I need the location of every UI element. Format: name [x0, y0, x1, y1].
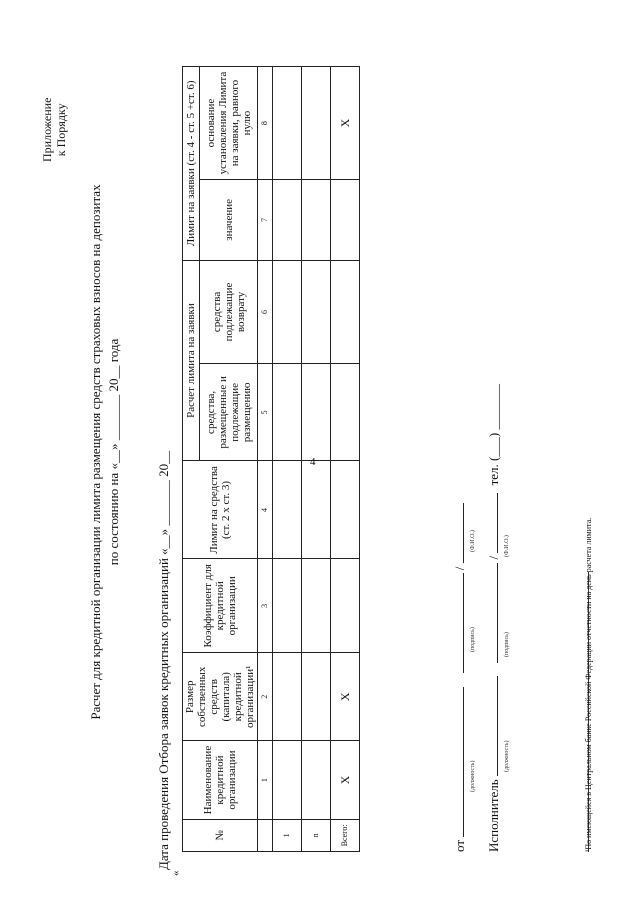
row-num: Всего: — [331, 819, 360, 851]
signature-hint: (подпись) — [470, 627, 476, 652]
page-number: 4 — [310, 456, 316, 468]
appendix-label — [40, 98, 68, 162]
appendix-line-1: Приложение — [40, 97, 54, 162]
selection-date: Дата проведения Отбора заявок кредитных организаций «__» _______ 20__ — [156, 450, 171, 870]
header-returned: средства подлежащие возврату — [200, 260, 258, 364]
table-cell — [302, 180, 331, 260]
from-signature-row: от / — [452, 503, 468, 852]
col-number: 6 — [258, 260, 273, 364]
table-row — [273, 67, 302, 852]
total-row — [331, 67, 360, 852]
table-cell — [273, 741, 302, 819]
header-value: значение — [200, 180, 258, 260]
executor-signature-line — [497, 563, 498, 663]
header-capital: Размер собственных средств (капитала) кредитной организации¹ — [183, 653, 258, 741]
from-label: от — [452, 839, 467, 852]
title-line-1: Расчет для кредитной организации лимита размещения средств страховых взносов на депозитах — [88, 184, 103, 720]
position-hint: (должность) — [470, 760, 476, 792]
header-name: Наименование кредитной организации — [183, 741, 258, 819]
fio-hint: (Ф.И.О.) — [470, 530, 476, 552]
signature-line — [463, 573, 464, 673]
col-number-blank — [258, 819, 273, 851]
table-cell — [302, 741, 331, 819]
header-basis: основание установления Лимита на заявки, равного нулю — [200, 67, 258, 180]
header-calc-group: Расчет лимита на заявки — [183, 260, 200, 461]
col-number: 5 — [258, 364, 273, 461]
title-line-2: по состоянию на «__» _______ 20__ года — [106, 338, 121, 566]
row-num: n — [302, 819, 331, 851]
row-num: 1 — [273, 819, 302, 851]
table-cell — [273, 260, 302, 364]
table-cell: X — [331, 741, 360, 819]
table-cell: X — [331, 67, 360, 180]
executor-row: Исполнитель / тел. (___) _______ — [486, 384, 501, 852]
table-cell — [273, 67, 302, 180]
executor-fio-line — [497, 493, 498, 553]
col-number: 2 — [258, 653, 273, 741]
position-line — [463, 687, 464, 837]
appendix-line-2: к Порядку — [54, 103, 68, 157]
header-limit-funds: Лимит на средства (ст. 2 х ст. 3) — [183, 461, 258, 559]
col-number: 1 — [258, 741, 273, 819]
col-number: 3 — [258, 559, 273, 653]
table-cell — [302, 67, 331, 180]
table-cell — [273, 180, 302, 260]
phone-label: тел. (___) _______ — [486, 384, 501, 486]
table-cell — [273, 461, 302, 559]
footnote: ¹По имеющейся в Центральном банке Российской Федерации отчетности на день расчета лимита. — [584, 517, 593, 852]
rotated-page — [40, 52, 600, 876]
table-cell — [273, 364, 302, 461]
quote-mark: « — [170, 870, 182, 876]
header-placed: средства, размещенные и подлежащие размещению — [200, 364, 258, 461]
table-cell — [273, 653, 302, 741]
table-cell — [302, 364, 331, 461]
executor-signature-hint: (подпись) — [504, 632, 510, 657]
col-number: 8 — [258, 67, 273, 180]
table-cell — [331, 559, 360, 653]
table-cell — [331, 260, 360, 364]
header-coef: Коэффициент для кредитной организации — [183, 559, 258, 653]
table-row — [302, 67, 331, 852]
executor-position-hint: (должность) — [504, 740, 510, 772]
header-num: № — [183, 819, 258, 851]
table-cell — [331, 461, 360, 559]
col-number: 4 — [258, 461, 273, 559]
executor-label: Исполнитель — [486, 779, 501, 852]
table-cell: X — [331, 653, 360, 741]
table-cell — [331, 180, 360, 260]
executor-position-line — [497, 676, 498, 776]
limit-table — [182, 66, 360, 852]
col-number: 7 — [258, 180, 273, 260]
fio-line — [463, 503, 464, 563]
table-cell — [302, 559, 331, 653]
executor-fio-hint: (Ф.И.О.) — [504, 535, 510, 557]
header-limit-apps-group: Лимит на заявки (ст. 4 - ст. 5 +ст. 6) — [183, 67, 200, 261]
column-number-row — [258, 67, 273, 852]
table-cell — [273, 559, 302, 653]
table-cell — [302, 653, 331, 741]
table-cell — [302, 461, 331, 559]
table-cell — [331, 364, 360, 461]
table-cell — [302, 260, 331, 364]
